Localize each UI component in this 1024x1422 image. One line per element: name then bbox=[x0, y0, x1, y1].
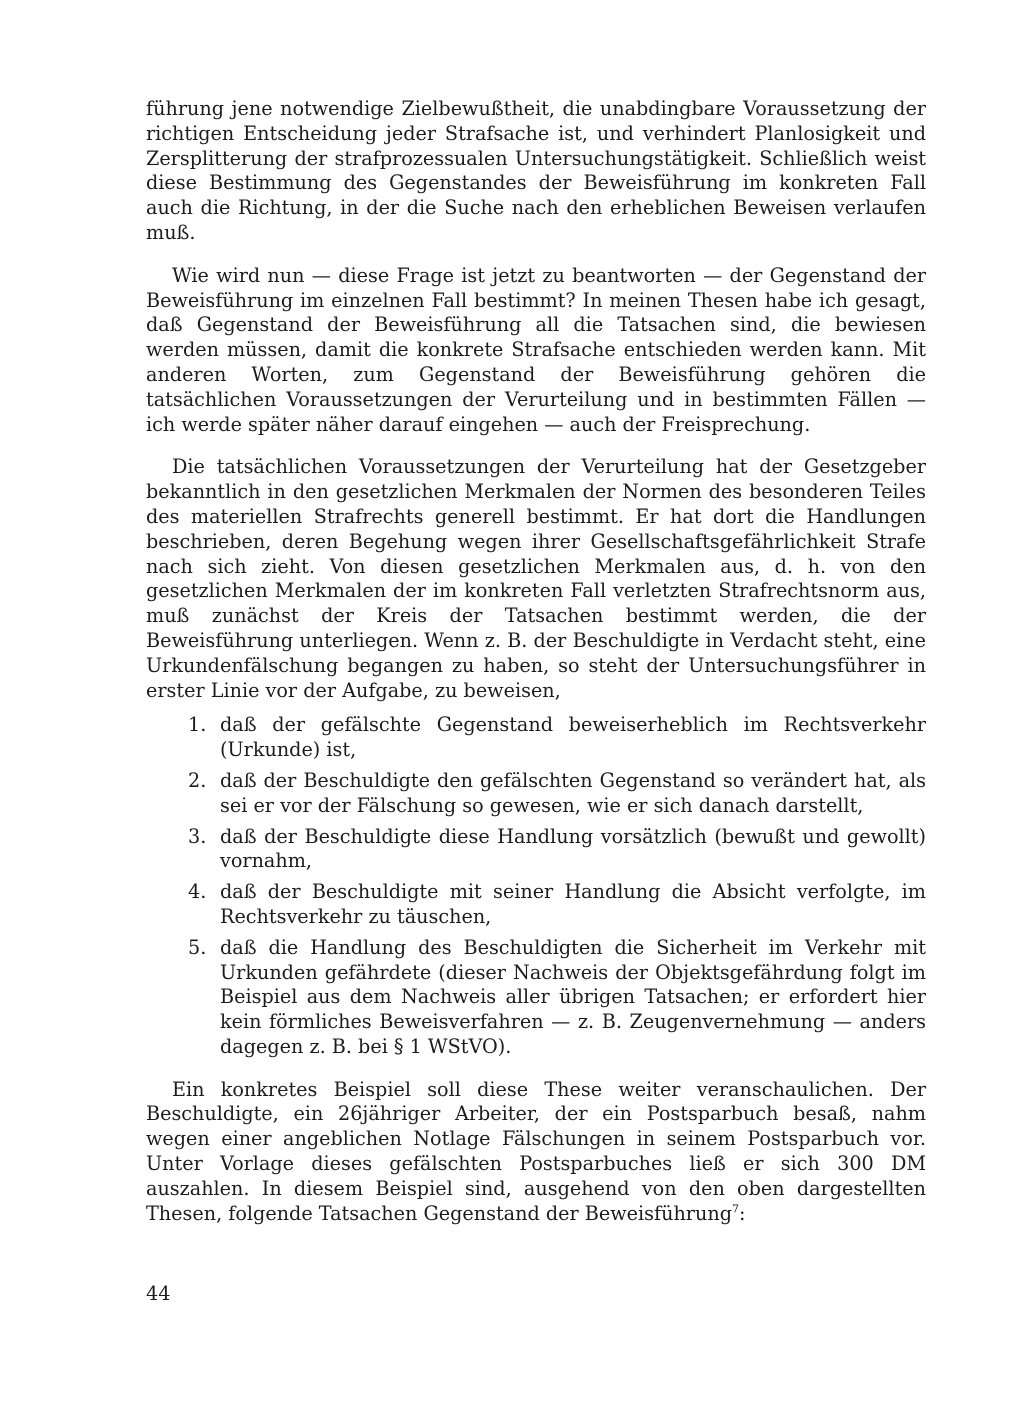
list-item bbox=[146, 825, 926, 875]
list-item bbox=[146, 713, 926, 763]
list-item-text: daß die Handlung des Beschuldigten die Sicherheit im Verkehr mit Urkunden gefährdete (dieser Nachweis der Objektsgefährdung folgt im Beispiel aus dem Nachweis aller übrigen Tatsachen; er erfordert hier kein förmliches Beweisverfahren — z. B. Zeugenvernehmung — anders dagegen z. B. bei § 1 WStVO). bbox=[220, 935, 926, 1058]
paragraph-example bbox=[146, 1078, 926, 1227]
list-item-text: daß der gefälschte Gegenstand beweiserheblich im Rechtsverkehr (Urkunde) ist, bbox=[220, 713, 926, 762]
list-item-number: 4. bbox=[188, 880, 207, 904]
paragraph-continuation: führung jene notwendige Zielbewußtheit, die unabdingbare Voraussetzung der richtigen Entscheidung jeder Strafsache ist, und verhindert Planlosigkeit und Zersplitterung der strafprozessualen Untersuchungstätigkeit. Schließlich weist diese Bestimmung des Gegenstandes der Beweisführung im konkreten Fall auch die Richtung, in der die Suche nach den erheblichen Beweisen verlaufen muß. bbox=[146, 97, 926, 244]
list-item-number: 3. bbox=[188, 824, 207, 848]
list-item-number: 1. bbox=[188, 713, 207, 737]
list-item-text: daß der Beschuldigte diese Handlung vorsätzlich (bewußt und gewollt) vornahm, bbox=[220, 824, 926, 873]
list-item bbox=[146, 769, 926, 819]
page-number: 44 bbox=[146, 1282, 171, 1305]
paragraph-conviction-prerequisites: Die tatsächlichen Voraussetzungen der Verurteilung hat der Gesetzgeber bekanntlich in den gesetzlichen Merkmalen der Normen des besonderen Teiles des materiellen Strafrechts generell bestimmt. Er hat dort die Handlungen beschrieben, deren Begehung wegen ihrer Gesellschaftsgefährlichkeit Strafe nach sich zieht. Von diesen gesetzlichen Merkmalen aus, d. h. von den gesetzlichen Merkmalen der im konkreten Fall verletzten Strafrechtsnorm aus, muß zunächst der Kreis der Tatsachen bestimmt werden, die der Beweisführung unterliegen. Wenn z. B. der Beschuldigte in Verdacht steht, eine Urkundenfälschung begangen zu haben, so steht der Untersuchungsführer in erster Linie vor der Aufgabe, zu beweisen, bbox=[146, 455, 926, 702]
list-item-text: daß der Beschuldigte mit seiner Handlung die Absicht verfolgte, im Rechtsverkehr zu täuschen, bbox=[220, 880, 926, 928]
document-page bbox=[146, 97, 926, 1244]
paragraph-subject-of-evidence: Wie wird nun — diese Frage ist jetzt zu beantworten — der Gegenstand der Beweisführung im einzelnen Fall bestimmt? In meinen Thesen habe ich gesagt, daß Gegenstand der Beweisführung all die Tatsachen sind, die bewiesen werden müssen, damit die konkrete Strafsache entschieden werden kann. Mit anderen Worten, zum Gegenstand der Beweisführung gehören die tatsächlichen Voraussetzungen der Verurteilung und in bestimmten Fällen — ich werde später näher darauf eingehen — auch der Freisprechung. bbox=[146, 263, 926, 436]
list-item bbox=[146, 936, 926, 1060]
paragraph-example-text: Ein konkretes Beispiel soll diese These weiter veranschaulichen. Der Beschuldigte, ein 26jähriger Arbeiter, der ein Postsparbuch besaß, nahm wegen einer angeblichen Notlage Fälschungen in seinem Postsparbuch vor. Unter Vorlage dieses gefälschten Postsparbuches ließ er sich 300 DM auszahlen. In diesem Beispiel sind, ausgehend von den oben dargestellten Thesen, folgende Tatsachen Gegenstand der Beweisführung bbox=[146, 1077, 926, 1225]
list-item bbox=[146, 880, 926, 930]
list-item-text: daß der Beschuldigte den gefälschten Gegenstand so verändert hat, als sei er vor der Fälschung so gewesen, wie er sich danach darstellt, bbox=[220, 768, 926, 817]
numbered-list bbox=[146, 713, 926, 1059]
list-item-number: 2. bbox=[188, 768, 207, 792]
list-item-number: 5. bbox=[188, 935, 207, 959]
footnote-reference: 7 bbox=[731, 1202, 739, 1216]
paragraph-example-end: : bbox=[738, 1201, 746, 1225]
